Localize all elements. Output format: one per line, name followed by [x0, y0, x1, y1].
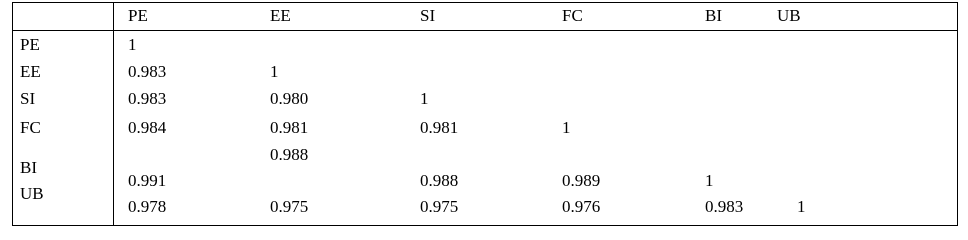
column-header-bi: BI [705, 6, 722, 25]
column-header-pe: PE [128, 6, 148, 25]
cell-ee-ee: 1 [270, 62, 279, 81]
header-rule [12, 30, 958, 31]
row-label-si: SI [20, 89, 36, 108]
right-border [957, 2, 958, 226]
cell-bi-ee: 0.988 [270, 145, 309, 164]
cell-fc-ee: 0.981 [270, 118, 309, 137]
row-label-fc: FC [20, 118, 41, 137]
cell-si-pe: 0.983 [128, 89, 167, 108]
bottom-rule [12, 225, 958, 226]
cell-ub-ub: 1 [797, 197, 806, 216]
cell-ub-bi: 0.983 [705, 197, 744, 216]
cell-pe-pe: 1 [128, 35, 137, 54]
cell-bi-si: 0.988 [420, 171, 459, 190]
cell-fc-si: 0.981 [420, 118, 459, 137]
cell-fc-fc: 1 [562, 118, 571, 137]
top-rule [12, 2, 958, 3]
cell-ub-fc: 0.976 [562, 197, 601, 216]
left-border [12, 2, 13, 226]
cell-si-ee: 0.980 [270, 89, 309, 108]
column-header-ub: UB [777, 6, 801, 25]
column-header-ee: EE [270, 6, 291, 25]
cell-fc-pe: 0.984 [128, 118, 167, 137]
row-label-pe: PE [20, 35, 40, 54]
cell-bi-fc: 0.989 [562, 171, 601, 190]
row-label-divider [113, 2, 114, 226]
cell-bi-bi: 1 [705, 171, 714, 190]
row-label-ub: UB [20, 184, 44, 203]
cell-bi-pe: 0.991 [128, 171, 167, 190]
column-header-fc: FC [562, 6, 583, 25]
cell-ub-pe: 0.978 [128, 197, 167, 216]
correlation-table [12, 0, 958, 228]
cell-si-si: 1 [420, 89, 429, 108]
cell-ub-si: 0.975 [420, 197, 459, 216]
row-label-ee: EE [20, 62, 41, 81]
cell-ee-pe: 0.983 [128, 62, 167, 81]
row-label-bi: BI [20, 158, 37, 177]
cell-ub-ee: 0.975 [270, 197, 309, 216]
column-header-si: SI [420, 6, 436, 25]
